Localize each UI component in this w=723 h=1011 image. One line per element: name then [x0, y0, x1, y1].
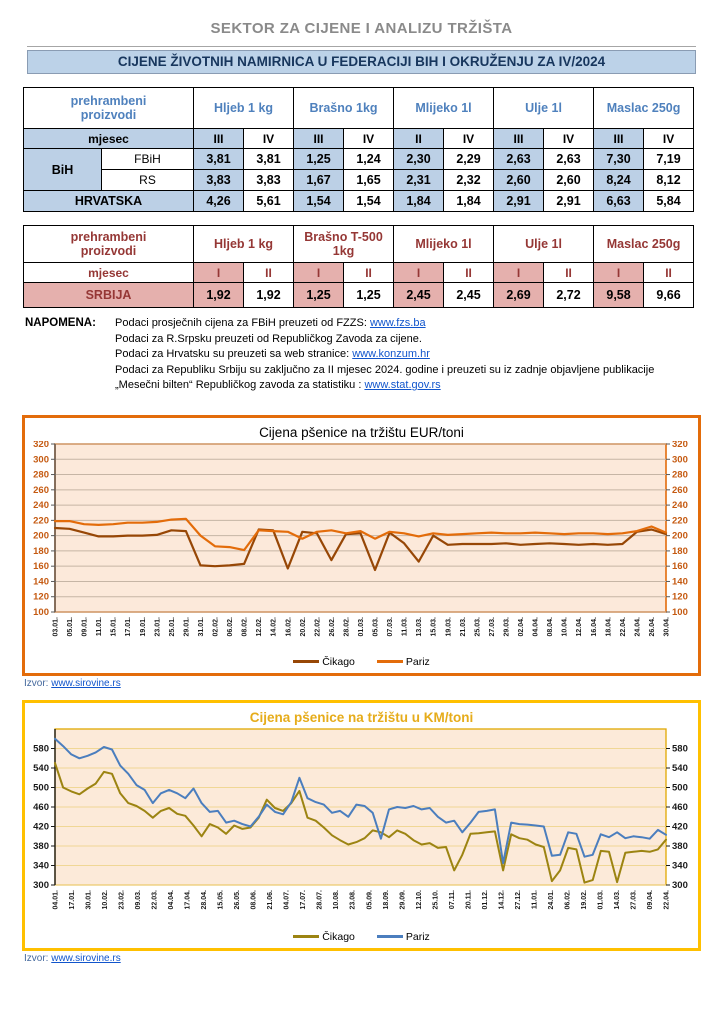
row-label-rs: RS: [102, 170, 194, 191]
svg-text:500: 500: [672, 782, 688, 793]
table2-product-mlijeko: Mlijeko 1l: [394, 226, 494, 263]
svg-text:240: 240: [33, 499, 49, 511]
row-label-hrvatska: HRVATSKA: [24, 191, 194, 212]
x-axis-tick-label: 04.04.: [168, 889, 176, 909]
x-axis-tick-label: 12.04.: [576, 616, 584, 636]
x-axis-tick-label: 23.08.: [349, 889, 357, 909]
row-label-srbija: SRBIJA: [24, 283, 194, 308]
svg-text:120: 120: [672, 591, 688, 603]
month-cell: II: [644, 263, 694, 283]
napomena-block: [25, 316, 723, 394]
table2-product-maslac: Maslac 250g: [594, 226, 694, 263]
x-axis-tick-label: 01.03.: [358, 616, 365, 636]
month-cell: I: [194, 263, 244, 283]
x-axis-tick-label: 04.07.: [283, 889, 291, 909]
napomena-line: Podaci za Hrvatsku su preuzeti sa web stranice: www.konzum.hr: [115, 348, 430, 360]
price-cell: 2,32: [444, 170, 494, 191]
legend-line-swatch: [293, 935, 319, 938]
link-sirovine[interactable]: www.sirovine.rs: [51, 952, 121, 964]
price-cell: 8,24: [594, 170, 644, 191]
price-cell: 1,65: [344, 170, 394, 191]
svg-text:200: 200: [672, 530, 688, 542]
svg-text:300: 300: [672, 879, 688, 891]
x-axis-tick-label: 10.04.: [561, 616, 569, 636]
x-axis-tick-label: 24.01.: [547, 889, 555, 909]
x-axis-tick-label: 28.04.: [201, 889, 209, 909]
x-axis-tick-label: 20.11.: [465, 889, 473, 909]
price-cell: 6,63: [594, 191, 644, 212]
month-cell: IV: [244, 129, 294, 149]
price-cell: 2,60: [494, 170, 544, 191]
price-cell: 2,91: [494, 191, 544, 212]
legend-item-čikago: [293, 931, 355, 943]
x-axis-tick-label: 22.04.: [619, 616, 627, 636]
x-axis-tick-label: 07.11.: [448, 889, 456, 909]
svg-text:340: 340: [33, 860, 49, 871]
svg-text:120: 120: [33, 591, 49, 603]
svg-text:240: 240: [672, 499, 688, 511]
price-cell: 3,83: [244, 170, 294, 191]
month-cell: IV: [544, 129, 594, 149]
svg-text:540: 540: [33, 762, 49, 774]
price-cell: 2,31: [394, 170, 444, 191]
link-sirovine[interactable]: www.sirovine.rs: [51, 677, 121, 689]
x-axis-tick-label: 04.01.: [52, 889, 60, 909]
month-cell: III: [294, 129, 344, 149]
price-cell: 2,29: [444, 149, 494, 170]
prices-table-bih-hrvatska: [23, 87, 694, 212]
x-axis-tick-label: 09.04.: [646, 889, 654, 909]
report-banner-title: CIJENE ŽIVOTNIH NAMIRNICA U FEDERACIJI BIH I OKRUŽENJU ZA IV/2024: [27, 50, 696, 74]
x-axis-tick-label: 09.03.: [135, 889, 143, 909]
x-axis-tick-label: 29.09.: [399, 889, 407, 909]
x-axis-tick-label: 14.02.: [270, 616, 278, 636]
price-cell: 7,30: [594, 149, 644, 170]
month-cell: II: [244, 263, 294, 283]
month-cell: I: [294, 263, 344, 283]
svg-text:220: 220: [672, 514, 688, 526]
x-axis-tick-label: 28.02.: [343, 616, 351, 636]
month-cell: II: [394, 129, 444, 149]
legend-item-čikago: [293, 656, 355, 668]
x-axis-tick-label: 22.03.: [151, 889, 159, 909]
x-axis-tick-label: 17.07.: [300, 889, 308, 909]
price-cell: 1,54: [294, 191, 344, 212]
x-axis-tick-label: 24.04.: [634, 616, 642, 636]
row-label-fbih: FBiH: [102, 149, 194, 170]
x-axis-tick-label: 25.01.: [168, 616, 176, 636]
price-cell: 2,45: [444, 283, 494, 308]
x-axis-tick-label: 21.03.: [459, 616, 467, 636]
legend-item-pariz: [377, 931, 430, 943]
price-cell: 7,19: [644, 149, 694, 170]
x-axis-tick-label: 11.03.: [401, 616, 409, 636]
month-cell: III: [494, 129, 544, 149]
x-axis-tick-label: 26.04.: [648, 616, 656, 636]
x-axis-tick-label: 29.01.: [183, 616, 191, 636]
price-cell: 4,26: [194, 191, 244, 212]
chart-km-box: [22, 700, 701, 951]
x-axis-tick-label: 23.02.: [118, 889, 126, 909]
x-axis-tick-label: 08.02.: [241, 616, 249, 636]
x-axis-tick-label: 16.04.: [590, 616, 598, 636]
x-axis-tick-label: 30.04.: [663, 616, 671, 636]
x-axis-tick-label: 31.01.: [197, 616, 205, 636]
table1-month-label: mjesec: [24, 129, 194, 149]
svg-text:500: 500: [33, 782, 49, 793]
row-group-bih: BiH: [24, 149, 102, 191]
price-cell: 5,61: [244, 191, 294, 212]
table-row: [24, 283, 694, 308]
chart-km-plot: [25, 726, 698, 933]
price-cell: 2,30: [394, 149, 444, 170]
table2-corner-label: prehrambeni proizvodi: [24, 226, 194, 263]
svg-text:140: 140: [672, 575, 688, 587]
price-cell: 1,25: [294, 283, 344, 308]
legend-label: Čikago: [322, 655, 355, 668]
x-axis-tick-label: 27.03.: [488, 616, 496, 636]
napomena-line: Podaci za Republiku Srbiju su zaključno za II mjesec 2024. godine i preuzeti su iz zadnje objavljene publikacije: [115, 363, 655, 376]
table-row: [24, 149, 694, 170]
table2-product-hljeb: Hljeb 1 kg: [194, 226, 294, 263]
x-axis-tick-label: 05.03.: [372, 616, 380, 636]
svg-text:100: 100: [33, 606, 49, 618]
x-axis-tick-label: 22.04.: [663, 889, 671, 909]
price-cell: 5,84: [644, 191, 694, 212]
x-axis-tick-label: 05.09.: [366, 889, 374, 909]
chart-eur-plot: [25, 441, 698, 658]
price-cell: 1,54: [344, 191, 394, 212]
svg-text:280: 280: [33, 469, 49, 481]
price-cell: 2,45: [394, 283, 444, 308]
svg-text:320: 320: [33, 440, 49, 450]
svg-text:420: 420: [33, 821, 49, 832]
page-title: SEKTOR ZA CIJENE I ANALIZU TRŽIŠTA: [210, 20, 513, 37]
x-axis-tick-label: 26.02.: [328, 616, 336, 636]
svg-text:580: 580: [33, 743, 49, 754]
x-axis-tick-label: 18.09.: [382, 889, 390, 909]
price-cell: 9,66: [644, 283, 694, 308]
x-axis-tick-label: 14.03.: [613, 889, 621, 909]
table-row: [24, 170, 694, 191]
svg-text:140: 140: [33, 575, 49, 587]
table1-corner-label: prehrambeni proizvodi: [24, 88, 194, 129]
svg-text:420: 420: [672, 821, 688, 832]
month-cell: II: [344, 263, 394, 283]
x-axis-tick-label: 15.01.: [110, 616, 118, 636]
svg-text:180: 180: [33, 545, 49, 557]
svg-text:580: 580: [672, 743, 688, 754]
svg-text:220: 220: [33, 514, 49, 526]
price-cell: 1,24: [344, 149, 394, 170]
svg-text:460: 460: [672, 801, 688, 813]
price-cell: 1,25: [294, 149, 344, 170]
x-axis-tick-label: 03.01.: [52, 616, 60, 636]
x-axis-tick-label: 15.03.: [430, 616, 438, 636]
header-divider: [27, 46, 696, 47]
month-cell: I: [394, 263, 444, 283]
x-axis-tick-label: 26.05.: [234, 889, 242, 909]
svg-text:280: 280: [672, 469, 688, 481]
x-axis-tick-label: 19.02.: [580, 889, 588, 909]
x-axis-tick-label: 17.01.: [125, 616, 133, 636]
x-axis-tick-label: 19.01.: [139, 616, 147, 636]
svg-text:340: 340: [672, 860, 688, 871]
x-axis-tick-label: 10.02.: [102, 889, 110, 909]
x-axis-tick-label: 04.04.: [532, 616, 540, 636]
x-axis-tick-label: 02.02.: [212, 616, 220, 636]
link-konzum[interactable]: www.konzum.hr: [352, 348, 430, 360]
link-fzs[interactable]: www.fzs.ba: [369, 317, 426, 329]
x-axis-tick-label: 19.03.: [445, 616, 453, 636]
x-axis-tick-label: 08.06.: [250, 889, 258, 909]
month-cell: II: [544, 263, 594, 283]
x-axis-tick-label: 14.12.: [498, 889, 506, 909]
table2-product-brasno: Brašno T-500 1kg: [294, 226, 394, 263]
price-cell: 1,92: [244, 283, 294, 308]
chart-svg: [25, 726, 695, 933]
table-row: [24, 191, 694, 212]
price-cell: 1,67: [294, 170, 344, 191]
table1-product-ulje: Ulje 1l: [494, 88, 594, 129]
svg-text:320: 320: [672, 440, 688, 450]
svg-text:300: 300: [33, 453, 49, 465]
legend-line-swatch: [293, 660, 319, 663]
svg-text:300: 300: [33, 879, 49, 891]
price-cell: 1,25: [344, 283, 394, 308]
svg-text:460: 460: [33, 801, 49, 813]
x-axis-tick-label: 16.02.: [285, 616, 293, 636]
source-line-km: Izvor: www.sirovine.rs: [24, 952, 121, 964]
chart-eur-title: Cijena pšenice na tržištu EUR/toni: [259, 424, 464, 440]
x-axis-tick-label: 22.02.: [314, 616, 322, 636]
x-axis-tick-label: 18.04.: [605, 616, 613, 636]
svg-text:200: 200: [33, 530, 49, 542]
x-axis-tick-label: 20.02.: [299, 616, 307, 636]
table1-product-maslac: Maslac 250g: [594, 88, 694, 129]
napomena-line: Podaci za R.Srpsku preuzeti od Republičkog Zavoda za cijene.: [115, 332, 422, 345]
napomena-label: NAPOMENA:: [25, 317, 96, 329]
x-axis-tick-label: 28.07.: [316, 889, 324, 909]
x-axis-tick-label: 30.01.: [85, 889, 93, 909]
legend-label: Čikago: [322, 930, 355, 943]
price-cell: 2,60: [544, 170, 594, 191]
napomena-line: „Mesečni bilten“ Republičkog zavoda za statistiku : www.stat.gov.rs: [115, 379, 441, 391]
napomena-line: Podaci prosječnih cijena za FBiH preuzeti od FZZS: www.fzs.ba: [115, 317, 426, 329]
price-cell: 9,58: [594, 283, 644, 308]
x-axis-tick-label: 21.06.: [267, 889, 275, 909]
legend-label: Pariz: [405, 930, 430, 943]
x-axis-tick-label: 29.03.: [503, 616, 511, 636]
x-axis-tick-label: 11.01.: [531, 889, 539, 909]
x-axis-tick-label: 02.04.: [518, 616, 526, 636]
legend-item-pariz: [377, 656, 430, 668]
x-axis-tick-label: 09.01.: [81, 616, 89, 636]
svg-text:380: 380: [672, 840, 688, 852]
link-stat-gov[interactable]: www.stat.gov.rs: [364, 379, 441, 391]
chart-svg: [25, 441, 695, 658]
x-axis-tick-label: 06.02.: [227, 616, 235, 636]
x-axis-tick-label: 25.03.: [474, 616, 482, 636]
svg-text:160: 160: [672, 560, 688, 572]
x-axis-tick-label: 17.01.: [69, 889, 77, 909]
svg-text:260: 260: [672, 484, 688, 496]
table2-month-label: mjesec: [24, 263, 194, 283]
svg-text:260: 260: [33, 484, 49, 496]
x-axis-tick-label: 06.02.: [564, 889, 572, 909]
x-axis-tick-label: 05.01.: [67, 616, 75, 636]
price-cell: 1,84: [394, 191, 444, 212]
x-axis-tick-label: 08.04.: [547, 616, 555, 636]
x-axis-tick-label: 25.10.: [432, 889, 440, 909]
table1-product-mlijeko: Mlijeko 1l: [394, 88, 494, 129]
svg-text:100: 100: [672, 606, 688, 618]
month-cell: IV: [344, 129, 394, 149]
month-cell: III: [194, 129, 244, 149]
legend-line-swatch: [377, 935, 403, 938]
month-cell: I: [494, 263, 544, 283]
napomena-lines: [115, 316, 675, 394]
price-cell: 1,84: [444, 191, 494, 212]
table2-product-ulje: Ulje 1l: [494, 226, 594, 263]
price-cell: 8,12: [644, 170, 694, 191]
svg-text:160: 160: [33, 560, 49, 572]
prices-table-srbija: [23, 225, 694, 308]
price-cell: 2,72: [544, 283, 594, 308]
x-axis-tick-label: 13.03.: [416, 616, 424, 636]
x-axis-tick-label: 27.03.: [630, 889, 638, 909]
legend-line-swatch: [377, 660, 403, 663]
x-axis-tick-label: 01.03.: [597, 889, 605, 909]
month-cell: I: [594, 263, 644, 283]
svg-text:540: 540: [672, 762, 688, 774]
price-cell: 3,83: [194, 170, 244, 191]
month-cell: II: [444, 263, 494, 283]
x-axis-tick-label: 11.01.: [96, 616, 104, 636]
x-axis-tick-label: 01.12.: [481, 889, 489, 909]
month-cell: IV: [644, 129, 694, 149]
x-axis-tick-label: 15.05.: [217, 889, 225, 909]
chart-eur-box: [22, 415, 701, 676]
chart-km-title: Cijena pšenice na tržištu u KM/toni: [249, 709, 474, 725]
table1-product-hljeb: Hljeb 1 kg: [194, 88, 294, 129]
table1-product-brasno: Brašno 1kg: [294, 88, 394, 129]
price-cell: 2,63: [544, 149, 594, 170]
svg-text:180: 180: [672, 545, 688, 557]
x-axis-tick-label: 07.03.: [387, 616, 395, 636]
month-cell: IV: [444, 129, 494, 149]
x-axis-tick-label: 12.10.: [415, 889, 423, 909]
month-cell: III: [594, 129, 644, 149]
legend-label: Pariz: [405, 655, 430, 668]
price-cell: 3,81: [244, 149, 294, 170]
x-axis-tick-label: 27.12.: [514, 889, 522, 909]
svg-text:300: 300: [672, 453, 688, 465]
price-cell: 2,91: [544, 191, 594, 212]
x-axis-tick-label: 12.02.: [256, 616, 264, 636]
price-cell: 3,81: [194, 149, 244, 170]
x-axis-tick-label: 17.04.: [184, 889, 192, 909]
x-axis-tick-label: 10.08.: [333, 889, 341, 909]
source-line-eur: Izvor: www.sirovine.rs: [24, 677, 121, 689]
price-cell: 2,69: [494, 283, 544, 308]
price-cell: 1,92: [194, 283, 244, 308]
price-cell: 2,63: [494, 149, 544, 170]
svg-text:380: 380: [33, 840, 49, 852]
x-axis-tick-label: 23.01.: [154, 616, 162, 636]
